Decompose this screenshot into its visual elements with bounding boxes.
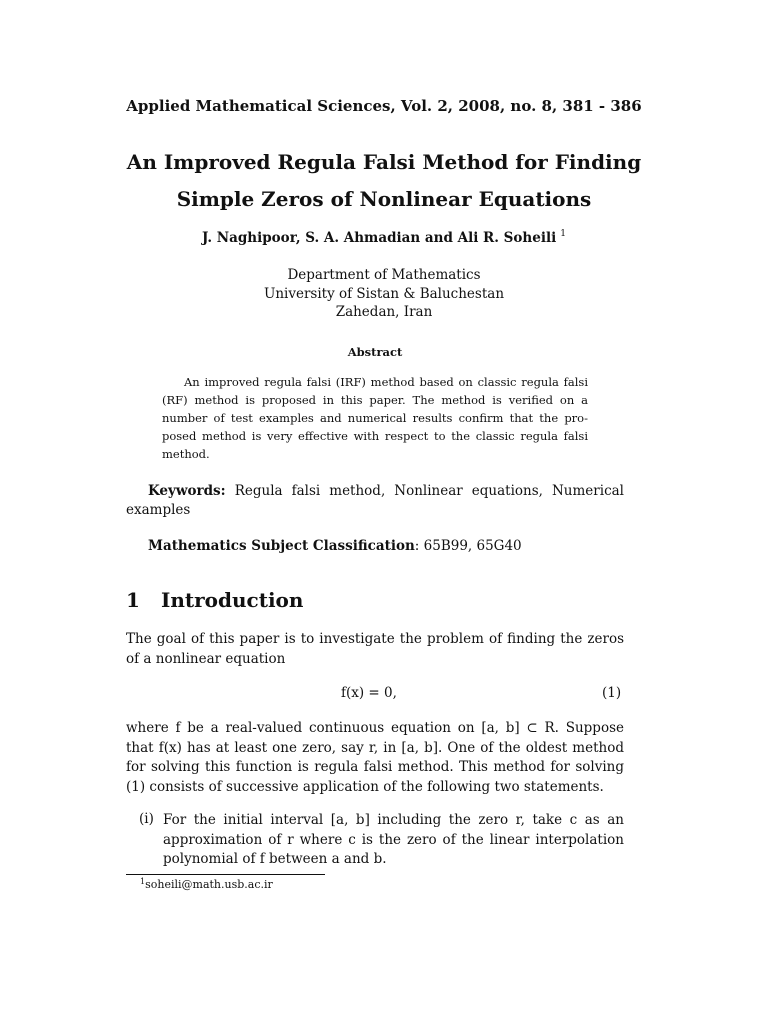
affiliation-university: University of Sistan & Baluchestan — [263, 286, 505, 302]
author-names: J. Naghipoor, S. A. Ahmadian and Ali R. Soheili — [202, 230, 557, 246]
footnote — [140, 877, 273, 891]
intro-paragraph-2: where f be a real-valued continuous equation on [a, b] ⊂ R. Suppose that f(x) has at least one zero, say r, in [a, b]. One of the oldest method for solving this function is regula falsi method. This method for solving (1) consists of successive application of the following two statements. — [126, 720, 624, 795]
list-item-text: For the initial interval [a, b] including the zero r, take c as an approximation of r where c is the zero of the linear interpolation polynomial of f between a and b. — [163, 812, 624, 867]
author-list — [0, 229, 768, 246]
msc-codes: : 65B99, 65G40 — [414, 538, 522, 554]
section-heading — [126, 588, 303, 612]
author-footnote-mark: 1 — [560, 229, 566, 239]
paper-title-line-1: An Improved Regula Falsi Method for Finding — [126, 150, 642, 174]
footnote-rule — [126, 874, 325, 875]
keywords-label: Keywords: — [148, 483, 226, 499]
intro-paragraph-1: The goal of this paper is to investigate the problem of finding the zeros of a nonlinear equation — [126, 631, 624, 667]
subject-classification — [148, 538, 628, 554]
equation-number: (1) — [602, 685, 622, 701]
abstract-text: An improved regula falsi (IRF) method based on classic regula falsi (RF) method is proposed in this paper. The method is verified on a number of test examples and numerical results confirm that the proposed method is very effective with respect to the classic regula falsi method. — [162, 375, 588, 461]
list-item-label: (i) — [139, 811, 154, 827]
keywords — [126, 482, 624, 520]
paper-title-line-2: Simple Zeros of Nonlinear Equations — [176, 187, 592, 211]
footnote-mark: 1 — [140, 877, 146, 886]
section-number: 1 — [126, 588, 140, 612]
equation-1: f(x) = 0, — [341, 685, 397, 701]
affiliation-department: Department of Mathematics — [287, 267, 481, 283]
section-title: Introduction — [161, 588, 304, 612]
msc-label: Mathematics Subject Classification — [148, 538, 415, 554]
abstract-heading: Abstract — [347, 345, 403, 359]
affiliation-location: Zahedan, Iran — [335, 304, 433, 320]
footnote-email[interactable]: soheili@math.usb.ac.ir — [145, 878, 273, 891]
keywords-text: Regula falsi method, Nonlinear equations, Numerical examples — [126, 483, 624, 518]
journal-header: Applied Mathematical Sciences, Vol. 2, 2008, no. 8, 381 - 386 — [126, 97, 642, 115]
